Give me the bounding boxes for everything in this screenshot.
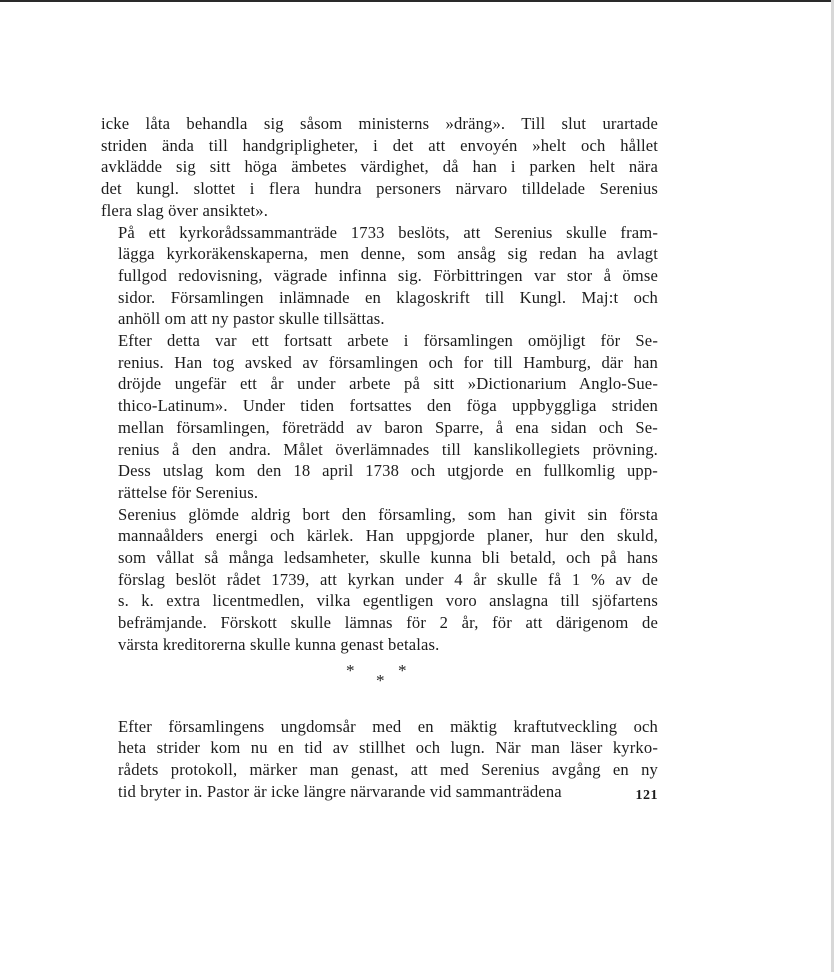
text-line: thico-Latinum». Under tiden fortsattes den föga uppbyggliga striden: [118, 396, 658, 416]
paragraph: [101, 716, 658, 803]
text-line: Efter detta var ett fortsatt arbete i församlingen omöjligt för Se-: [118, 331, 658, 351]
text-line: renius. Han tog avsked av församlingen och for till Hamburg, där han: [118, 352, 658, 372]
text-line: mannaålders energi och kärlek. Han uppgjorde planer, hur den skuld,: [118, 526, 658, 546]
text-line: befrämjande. Förskott skulle lämnas för 2 år, för att därigenom de: [118, 613, 658, 633]
text-line: lägga kyrkoräkenskaperna, men denne, som ansåg sig redan ha avlagt: [118, 244, 658, 264]
text-line: anhöll om att ny pastor skulle tillsättas.: [118, 309, 385, 329]
text-line: s. k. extra licentmedlen, vilka egentligen voro anslagna till sjöfartens: [118, 591, 658, 611]
text-line: striden ända till handgripligheter, i det att envoyén »helt och hållet: [101, 135, 658, 155]
body-text: [101, 113, 658, 802]
text-line: som vållat så många ledsamheter, skulle kunna bli betald, och på hans: [118, 548, 658, 568]
text-line: avklädde sig sitt höga ämbetes värdighet, då han i parken helt nära: [101, 157, 658, 177]
text-line: fullgod redovisning, vägrade infinna sig. Förbittringen var stor å ömse: [118, 265, 658, 285]
text-line: heta strider kom nu en tid av stillhet och lugn. När man läser kyrko-: [118, 738, 658, 758]
text-line: Efter församlingens ungdomsår med en mäktig kraftutveckling och: [118, 716, 658, 736]
text-line: På ett kyrkorådssammanträde 1733 beslöts, att Serenius skulle fram-: [118, 222, 658, 242]
paragraph: [101, 504, 658, 656]
text-line: förslag beslöt rådet 1739, att kyrkan under 4 år skulle få 1 % av de: [118, 569, 658, 589]
text-line: värsta kreditorerna skulle kunna genast betalas.: [118, 634, 440, 654]
text-line: Dess utslag kom den 18 april 1738 och utgjorde en fullkomlig upp-: [118, 461, 658, 481]
text-line: rättelse för Serenius.: [118, 482, 259, 502]
separator-star-left: *: [346, 660, 355, 680]
text-line: Serenius glömde aldrig bort den församling, som han givit sin första: [118, 504, 658, 524]
page-top-edge: [0, 0, 834, 2]
text-line: renius å den andra. Målet överlämnades till kanslikollegiets prövning.: [118, 439, 658, 459]
text-line: tid bryter in. Pastor är icke längre närvarande vid sammanträdena: [118, 781, 562, 801]
separator-star-center: *: [376, 670, 385, 690]
paragraph: [101, 222, 658, 331]
text-line: rådets protokoll, märker man genast, att med Serenius avgång en ny: [118, 759, 658, 779]
separator-gap: [101, 696, 658, 716]
page-number: 121: [635, 788, 658, 803]
paragraphs-after-separator: [101, 716, 658, 803]
text-line: sidor. Församlingen inlämnade en klagoskrift till Kungl. Maj:t och: [118, 287, 658, 307]
text-line: icke låta behandla sig såsom ministerns »dräng». Till slut urartade: [101, 114, 658, 133]
paragraph: [101, 113, 658, 222]
text-line: dröjde ungefär ett år under arbete på sitt »Dictionarium Anglo-Sue-: [118, 374, 658, 394]
separator-star-right: *: [398, 660, 407, 680]
text-line: det kungl. slottet i flera hundra personers närvaro tilldelade Serenius: [101, 179, 658, 199]
paragraph: [101, 330, 658, 504]
paragraphs-before-separator: [101, 113, 658, 656]
text-line: flera slag över ansiktet».: [101, 200, 269, 220]
text-line: mellan församlingen, företrädd av baron Sparre, å ena sidan och Se-: [118, 417, 658, 437]
section-separator: [101, 656, 658, 696]
